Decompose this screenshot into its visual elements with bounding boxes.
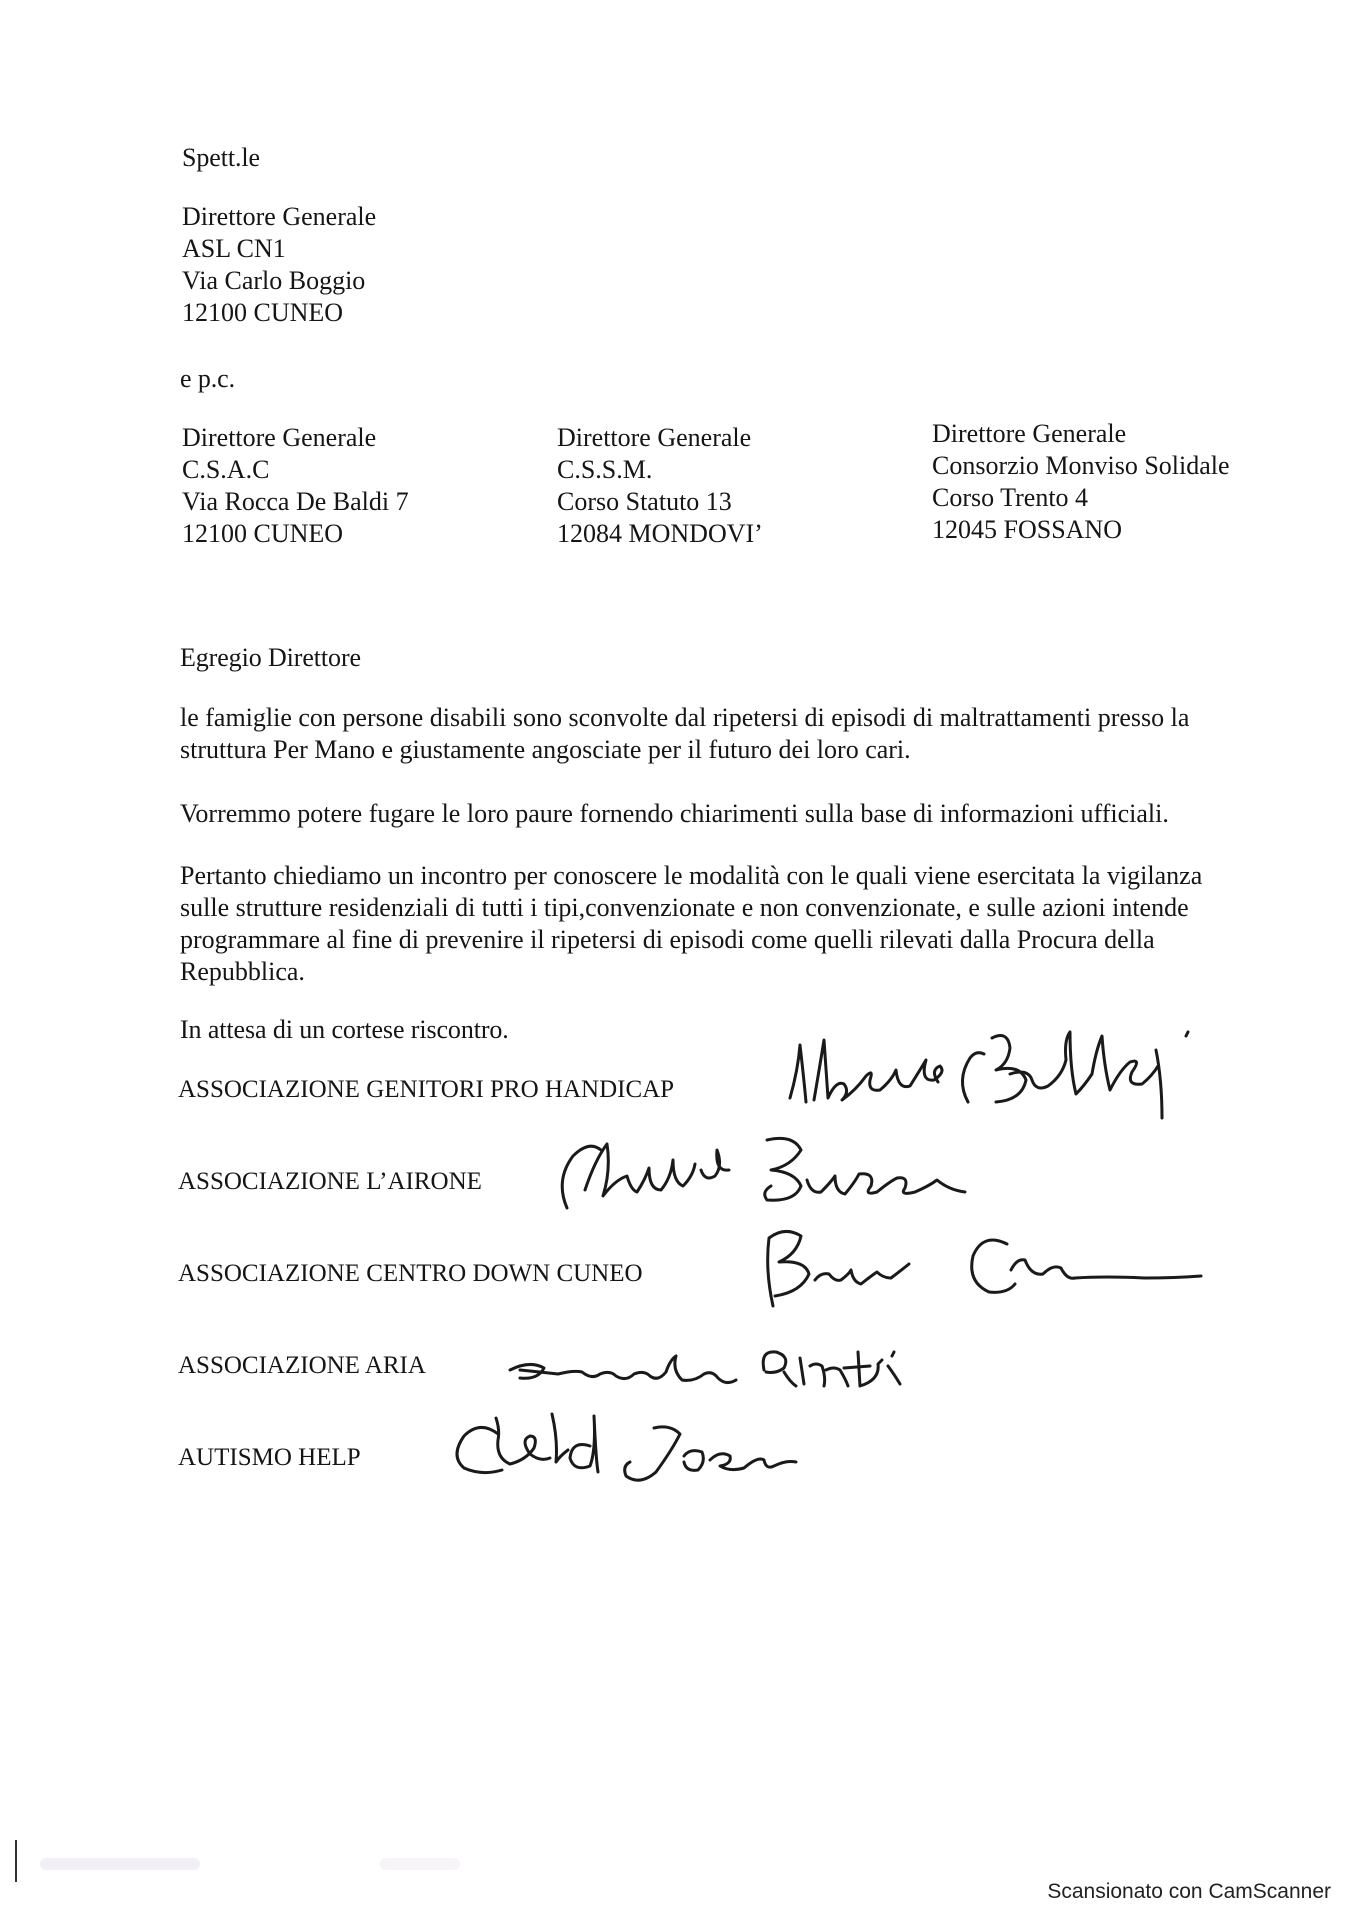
- body-line: le famiglie con persone disabili sono sconvolte dal ripetersi di episodi di maltrattamenti presso la: [180, 703, 1190, 732]
- cc-line: C.S.S.M.: [557, 455, 653, 484]
- body-line: Vorremmo potere fugare le loro paure fornendo chiarimenti sulla base di informazioni ufficiali.: [180, 799, 1169, 828]
- body-paragraph-2: [180, 798, 1260, 830]
- body-line: Repubblica.: [180, 957, 305, 986]
- cc-label: e p.c.: [180, 364, 235, 393]
- cc-line: Corso Trento 4: [932, 483, 1089, 512]
- recipient-line: 12100 CUNEO: [182, 298, 344, 327]
- body-line: struttura Per Mano e giustamente angosciate per il futuro dei loro cari.: [180, 735, 911, 764]
- body-line: programmare al fine di prevenire il ripetersi di episodi come quelli rilevati dalla Procura della: [180, 925, 1155, 954]
- cc-line: Direttore Generale: [932, 419, 1127, 448]
- cc-line: 12084 MONDOVI’: [557, 519, 763, 548]
- signature-3: [745, 1210, 1225, 1320]
- signatory-3: ASSOCIAZIONE CENTRO DOWN CUNEO: [178, 1260, 643, 1287]
- cc-line: Via Rocca De Baldi 7: [182, 487, 409, 516]
- cc-line: 12045 FOSSANO: [932, 515, 1122, 544]
- cc-recipient-1: [182, 422, 409, 550]
- scan-edge-mark: [15, 1840, 17, 1882]
- main-recipient: [182, 201, 376, 329]
- signatory-4: ASSOCIAZIONE ARIA: [178, 1352, 426, 1379]
- greeting: Egregio Direttore: [180, 643, 361, 672]
- cc-line: C.S.A.C: [182, 455, 270, 484]
- body-line: sulle strutture residenziali di tutti i tipi,convenzionate e non convenzionate, e sulle azioni intende: [180, 893, 1189, 922]
- closing: In attesa di un cortese riscontro.: [180, 1015, 509, 1044]
- signature-5: [440, 1400, 860, 1500]
- body-paragraph-1: [180, 702, 1260, 766]
- recipient-line: Via Carlo Boggio: [182, 266, 366, 295]
- cc-recipient-2: [557, 422, 763, 550]
- salutation-header: Spett.le: [182, 143, 260, 172]
- cc-recipient-3: [932, 418, 1230, 546]
- recipient-line: Direttore Generale: [182, 202, 377, 231]
- cc-line: Direttore Generale: [182, 423, 377, 452]
- body-paragraph-3: [180, 860, 1260, 988]
- recipient-line: ASL CN1: [182, 234, 286, 263]
- scan-smudge: [40, 1858, 200, 1870]
- cc-line: Consorzio Monviso Solidale: [932, 451, 1230, 480]
- signatory-5: AUTISMO HELP: [178, 1444, 361, 1471]
- cc-line: Corso Statuto 13: [557, 487, 732, 516]
- cc-line: 12100 CUNEO: [182, 519, 344, 548]
- scan-smudge: [380, 1858, 460, 1870]
- body-line: Pertanto chiediamo un incontro per conoscere le modalità con le quali viene esercitata la vigilanza: [180, 861, 1203, 890]
- cc-line: Direttore Generale: [557, 423, 752, 452]
- signatory-1: ASSOCIAZIONE GENITORI PRO HANDICAP: [178, 1076, 675, 1103]
- scanner-watermark: Scansionato con CamScanner: [1047, 1880, 1331, 1903]
- signatory-2: ASSOCIAZIONE L’AIRONE: [178, 1168, 482, 1195]
- signature-1: [770, 1010, 1250, 1130]
